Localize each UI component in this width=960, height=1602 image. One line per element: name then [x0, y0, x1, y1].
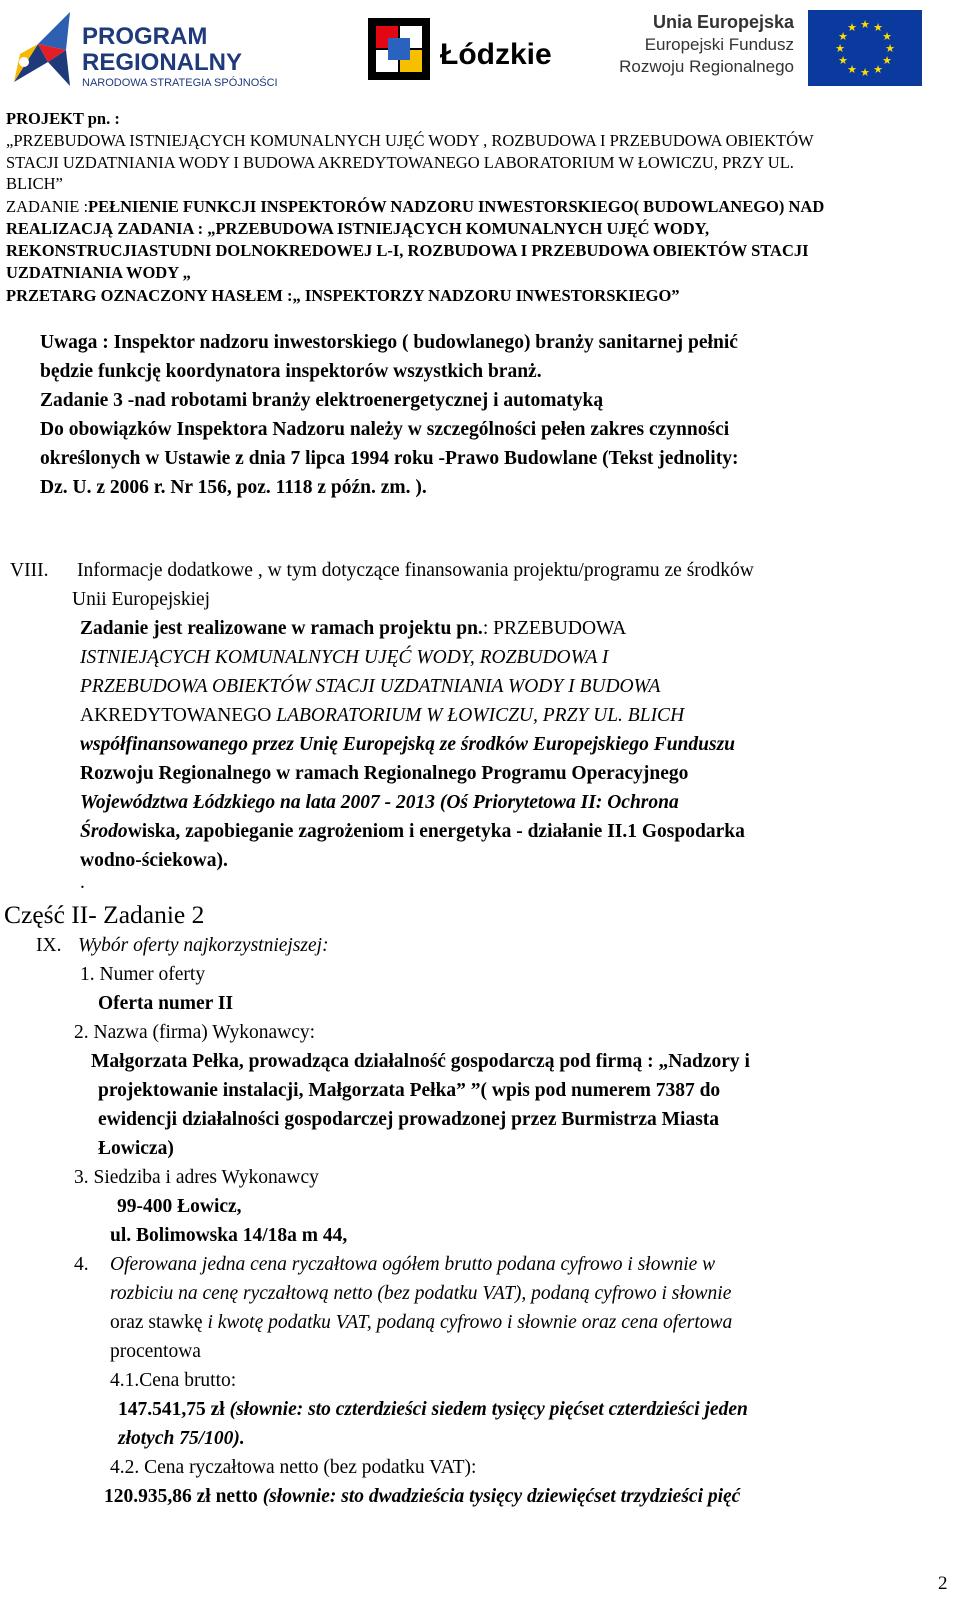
note-line3: Zadanie 3 -nad robotami branży elektroenergetycznej i automatyką [40, 390, 604, 411]
task-line1 [6, 196, 824, 218]
section8-para-line1 [80, 614, 626, 643]
svg-text:★: ★ [873, 21, 883, 34]
svg-text:★: ★ [860, 18, 870, 31]
sub42-label: 4.2. Cena ryczałtowa netto (bez podatku VAT): [110, 1457, 477, 1478]
section8-para-bold: Zadanie jest realizowane w ramach projektu pn. [80, 618, 483, 639]
section9-title: Wybór oferty najkorzystniejszej: [78, 935, 329, 956]
item4-number: 4. [74, 1254, 89, 1275]
tender-line: PRZETARG OZNACZONY HASŁEM :„ INSPEKTORZY NADZORU INWESTORSKIEGO” [6, 286, 680, 305]
program-logo-line2: REGIONALNY [82, 49, 243, 76]
section8-para-line8-a: Środo [80, 821, 128, 842]
sub42-words: (słownie: sto dwadzieścia tysięcy dziewięćset trzydzieści pięć [262, 1486, 741, 1507]
item3-line1: 99-400 Łowicz, [117, 1196, 242, 1217]
page-number: 2 [938, 1573, 948, 1594]
note-line4: Do obowiązków Inspektora Nadzoru należy w szczególności pełen zakres czynności [40, 419, 730, 440]
note-line1: Uwaga : Inspektor nadzoru inwestorskiego ( budowlanego) branży sanitarnej pełnić [40, 332, 738, 353]
project-name-line2: STACJI UZDATNIANIA WODY I BUDOWA AKREDYTOWANEGO LABORATORIUM W ŁOWICZU, PRZY UL. [6, 153, 794, 172]
item4-line4: procentowa [110, 1341, 201, 1362]
section8-para-line8-b: wiska, zapobieganie zagrożeniom i energetyka - działanie II.1 Gospodarka [127, 821, 745, 842]
section8-para-line4-b: LABORATORIUM W ŁOWICZU, PRZY UL. BLICH [276, 705, 685, 726]
svg-text:★: ★ [882, 54, 892, 67]
item2-line3: ewidencji działalności gospodarczej prowadzonej przez Burmistrza Miasta [98, 1109, 720, 1130]
item4-line3-a: oraz stawkę [110, 1312, 208, 1333]
item2-label: 2. Nazwa (firma) Wykonawcy: [74, 1022, 316, 1043]
item2-line4: Łowicza) [98, 1138, 174, 1159]
svg-text:★: ★ [873, 63, 883, 76]
program-regionalny-logo [8, 4, 288, 96]
section8-para-line8 [80, 817, 745, 846]
section8-para-line3: PRZEBUDOWA OBIEKTÓW STACJI UZDATNIANIA WODY I BUDOWA [80, 676, 661, 697]
program-logo-line3: NARODOWA STRATEGIA SPÓJNOŚCI [82, 77, 278, 89]
task-prefix: ZADANIE : [6, 197, 89, 216]
sub41-words-line2: złotych 75/100). [118, 1428, 245, 1449]
section8-para-rest: : PRZEBUDOWA [482, 618, 627, 639]
section8-dot: . [80, 872, 85, 893]
project-label: PROJEKT pn. : [6, 109, 120, 128]
item4-line2: rozbiciu na cenę ryczałtową netto (bez podatku VAT), podaną cyfrowo i słownie [110, 1283, 732, 1304]
svg-text:★: ★ [847, 63, 857, 76]
project-name-line3: BLICH” [6, 174, 63, 193]
note-line2: będzie funkcję koordynatora inspektorów wszystkich branż. [40, 361, 542, 382]
section8-title-line2: Unii Europejskiej [72, 589, 211, 610]
section8-title-line1: Informacje dodatkowe , w tym dotyczące finansowania projektu/programu ze środków [77, 560, 754, 581]
eu-logo-line2: Europejski Fundusz [644, 35, 794, 54]
sub42-line1 [104, 1482, 740, 1511]
item3-label: 3. Siedziba i adres Wykonawcy [74, 1167, 319, 1188]
task-line2: REALIZACJĄ ZADANIA : „PRZEBUDOWA ISTNIEJĄCYCH KOMUNALNYCH UJĘĆ WODY, [6, 219, 710, 238]
svg-text:★: ★ [835, 42, 845, 55]
svg-text:★: ★ [885, 42, 895, 55]
svg-text:★: ★ [847, 21, 857, 34]
section8-para-line2: ISTNIEJĄCYCH KOMUNALNYCH UJĘĆ WODY, ROZBUDOWA I [80, 647, 609, 668]
section8-para-line4-a: AKREDYTOWANEGO [80, 705, 277, 726]
lodzkie-logo-text: Łódzkie [440, 38, 552, 71]
item4-line3-b: i kwotę podatku VAT, podaną cyfrowo i słownie oraz cena ofertowa [207, 1312, 733, 1333]
task-text: PEŁNIENIE FUNKCJI INSPEKTORÓW NADZORU INWESTORSKIEGO( BUDOWLANEGO) NAD [88, 197, 825, 216]
note-line6: Dz. U. z 2006 r. Nr 156, poz. 1118 z późn. zm. ). [40, 477, 427, 498]
item4-line3 [110, 1308, 732, 1337]
section8-number: VIII. [10, 560, 49, 581]
note-line5: określonych w Ustawie z dnia 7 lipca 1994 roku -Prawo Budowlane (Tekst jednolity: [40, 448, 739, 469]
section8-para-line7: Województwa Łódzkiego na lata 2007 - 2013 (Oś Priorytetowa II: Ochrona [80, 792, 679, 813]
sub41-line1 [118, 1395, 748, 1424]
project-name-line1: „PRZEBUDOWA ISTNIEJĄCYCH KOMUNALNYCH UJĘĆ WODY , ROZBUDOWA I PRZEBUDOWA OBIEKTÓW [6, 131, 814, 150]
eu-logo [612, 6, 947, 90]
svg-text:★: ★ [882, 30, 892, 43]
section9-number: IX. [36, 935, 62, 956]
sub41-words-line1: (słownie: sto czterdzieści siedem tysięcy pięćset czterdzieści jeden [229, 1399, 748, 1420]
section8-para-line5: współfinansowanego przez Unię Europejską ze środków Europejskiego Funduszu [80, 734, 736, 755]
sub41-label: 4.1.Cena brutto: [110, 1370, 237, 1391]
program-logo-line1: PROGRAM [82, 23, 208, 50]
task-line3: REKONSTRUCJIASTUDNI DOLNOKREDOWEJ L-I, ROZBUDOWA I PRZEBUDOWA OBIEKTÓW STACJI [6, 241, 809, 260]
section8-para-line9: wodno-ściekowa). [80, 850, 228, 871]
eu-logo-line3: Rozwoju Regionalnego [619, 57, 794, 76]
task-line4: UZDATNIANIA WODY „ [6, 263, 191, 282]
item3-line2: ul. Bolimowska 14/18a m 44, [110, 1225, 348, 1246]
lodzkie-logo [368, 14, 568, 86]
svg-text:★: ★ [838, 54, 848, 67]
section8-para-line4 [80, 701, 684, 730]
sub41-amount: 147.541,75 zł [118, 1399, 230, 1420]
item2-line1: Małgorzata Pełka, prowadząca działalność gospodarczą pod firmą : „Nadzory i [91, 1051, 750, 1072]
item4-line1: Oferowana jedna cena ryczałtowa ogółem brutto podana cyfrowo i słownie w [110, 1254, 716, 1275]
eu-logo-line1: Unia Europejska [652, 12, 794, 32]
section8-para-line6: Rozwoju Regionalnego w ramach Regionalnego Programu Operacyjnego [80, 763, 689, 784]
item2-line2: projektowanie instalacji, Małgorzata Pełka” ”( wpis pod numerem 7387 do [98, 1080, 721, 1101]
svg-text:★: ★ [860, 66, 870, 79]
item1-value: Oferta numer II [98, 993, 234, 1014]
sub42-amount: 120.935,86 zł netto [104, 1486, 263, 1507]
svg-text:★: ★ [838, 30, 848, 43]
part2-heading: Część II- Zadanie 2 [4, 900, 205, 929]
item1-label: 1. Numer oferty [80, 964, 206, 985]
